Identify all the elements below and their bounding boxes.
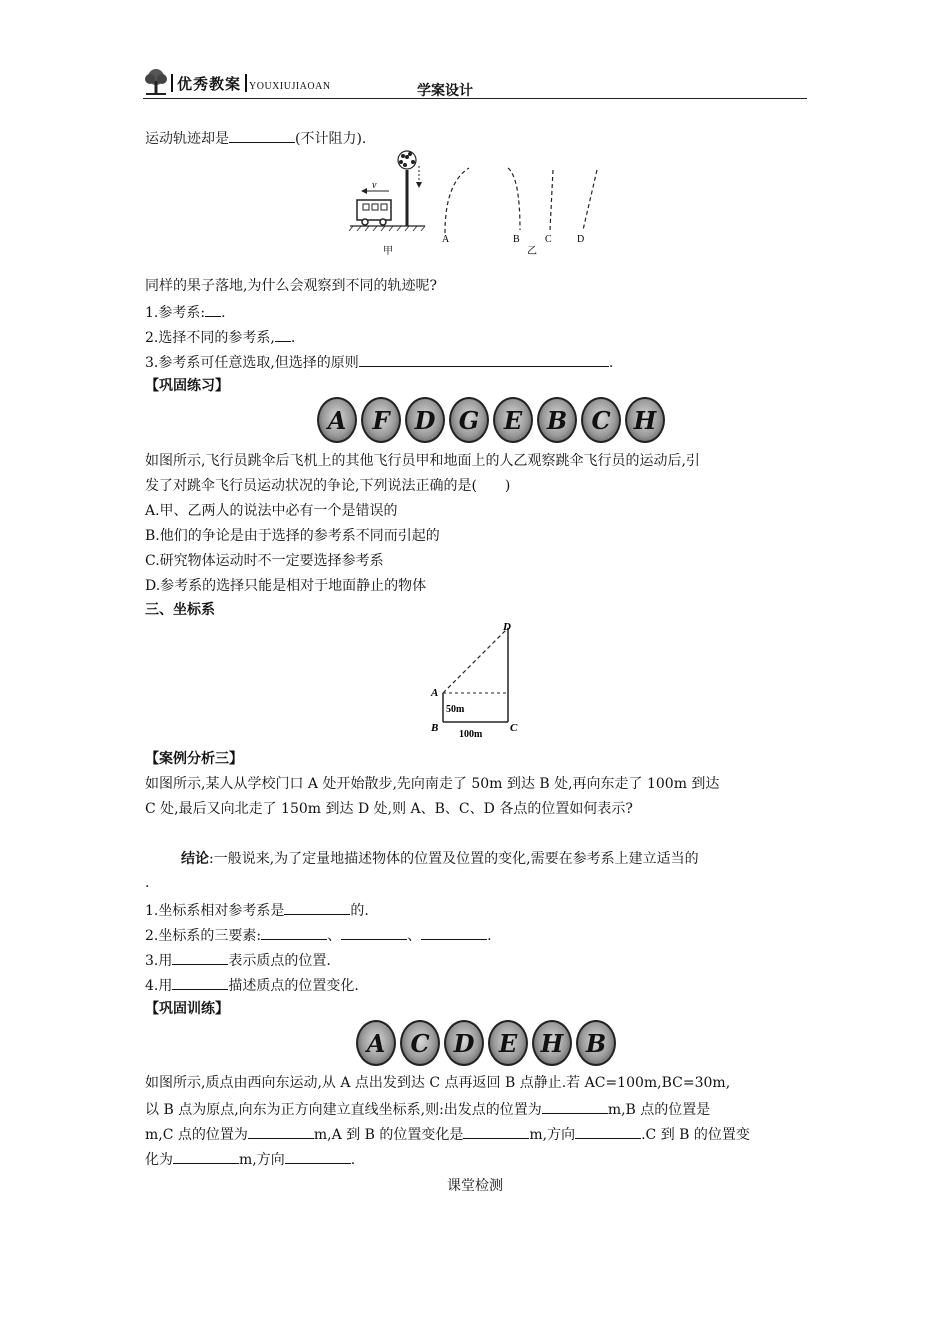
badge-row-1 (317, 397, 665, 443)
length-100m: 100m (459, 729, 483, 740)
text: 描述质点的位置变化. (228, 978, 359, 994)
answer-badge: G (449, 397, 489, 443)
section-heading: 【案例分析三】 (145, 751, 243, 767)
answer-blank (205, 302, 221, 317)
section-heading: 【巩固训练】 (145, 1001, 229, 1017)
ground-hatch (349, 226, 425, 231)
conclusion-label: 结论 (181, 851, 209, 867)
text-line: 如图所示,飞行员跳伞后飞机上的其他飞行员甲和地面上的人乙观察跳伞飞行员的运动后,引 (145, 453, 700, 469)
text: 运动轨迹却是 (145, 131, 229, 147)
point-b-label: B (513, 234, 520, 245)
point-a: A (431, 687, 439, 699)
text-line: 如图所示,质点由西向东运动,从 A 点出发到达 C 点再返回 B 点静止.若 AC=100m,BC=30m, (145, 1075, 731, 1091)
text-line: 如图所示,某人从学校门口 A 处开始散步,先向南走了 50m 到达 B 处,再向东走了 100m 到达 (145, 776, 720, 792)
text-line: 发了对跳伞飞行员运动状况的争论,下列说法正确的是( ) (145, 478, 511, 494)
trajectory-a (445, 168, 469, 233)
answer-blank (172, 975, 228, 990)
text: . (350, 1152, 356, 1168)
answer-blank (261, 925, 327, 940)
section-heading: 三、坐标系 (145, 602, 215, 618)
text: m,B 点的位置是 (607, 1102, 711, 1118)
text: 2.坐标系的三要素: (145, 928, 262, 944)
answer-badge: A (356, 1020, 396, 1066)
text-line (145, 302, 226, 322)
text-line (145, 950, 331, 970)
section-heading: 【巩固练习】 (145, 378, 229, 394)
text-line: . (145, 875, 150, 891)
text: 3.用 (145, 953, 173, 969)
length-50m: 50m (446, 704, 465, 715)
answer-badge: B (576, 1020, 616, 1066)
text-line (145, 327, 295, 347)
logo-subtitle: YOUXIUJIAOAN (249, 81, 331, 92)
text-line (145, 925, 492, 945)
text: m,方向 (239, 1152, 285, 1168)
text: (不计阻力). (295, 131, 367, 147)
answer-blank (542, 1099, 608, 1114)
text: 以 B 点为原点,向东为正方向建立直线坐标系,则:出发点的位置为 (145, 1102, 542, 1118)
answer-blank (173, 1149, 239, 1164)
answer-blank (248, 1124, 314, 1139)
option-c: C.研究物体运动时不一定要选择参考系 (145, 553, 384, 569)
text-line (145, 128, 366, 148)
answer-blank (275, 327, 291, 342)
text: 的. (350, 903, 369, 919)
path-ad-dashed (443, 628, 508, 693)
text: m,A 到 B 的位置变化是 (313, 1127, 464, 1143)
text: 1.坐标系相对参考系是 (145, 903, 285, 919)
cart-illustration (357, 188, 391, 225)
text: .C 到 B 的位置变 (641, 1127, 750, 1143)
text-line (145, 975, 359, 995)
answer-blank (172, 950, 228, 965)
text-line (145, 1099, 710, 1119)
answer-blank (421, 925, 487, 940)
answer-badge: C (581, 397, 621, 443)
logo-divider (245, 74, 247, 92)
text-line (145, 352, 613, 372)
point-d-label: D (577, 234, 585, 245)
answer-badge: F (361, 397, 401, 443)
label-jia: 甲 (383, 246, 393, 257)
logo (143, 68, 331, 96)
text: m,C 点的位置为 (145, 1127, 248, 1143)
trajectory-c (550, 170, 553, 230)
page-header (143, 66, 807, 99)
footer-heading: 课堂检测 (447, 1178, 503, 1194)
label-yi: 乙 (527, 246, 537, 257)
text: 化为 (145, 1152, 173, 1168)
answer-blank (284, 900, 350, 915)
answer-blank (359, 352, 609, 367)
trajectory-figure (345, 148, 615, 260)
velocity-label: v (372, 180, 377, 191)
text-line: C 处,最后又向北走了 150m 到达 D 处,则 A、B、C、D 各点的位置如何表示? (145, 801, 633, 817)
text-line: 同样的果子落地,为什么会观察到不同的轨迹呢? (145, 278, 437, 294)
point-a-label: A (442, 234, 450, 245)
option-d: D.参考系的选择只能是相对于地面静止的物体 (145, 578, 427, 594)
answer-badge: C (400, 1020, 440, 1066)
text: . (290, 330, 296, 346)
answer-badge: E (488, 1020, 528, 1066)
text: . (487, 928, 492, 944)
answer-blank (463, 1124, 529, 1139)
answer-badge: D (405, 397, 445, 443)
text: 4.用 (145, 978, 173, 994)
tree-illustration (398, 151, 422, 226)
answer-badge: A (317, 397, 357, 443)
trajectory-d (583, 170, 597, 230)
answer-badge: H (532, 1020, 572, 1066)
option-a: A.甲、乙两人的说法中必有一个是错误的 (145, 503, 398, 519)
answer-badge: B (537, 397, 577, 443)
walk-path-figure (425, 618, 525, 743)
text: :一般说来,为了定量地描述物体的位置及位置的变化,需要在参考系上建立适当的 (209, 851, 699, 867)
answer-badge: D (444, 1020, 484, 1066)
logo-text: 优秀教案 (177, 75, 242, 93)
text: . (608, 355, 614, 371)
tree-icon (143, 68, 169, 96)
logo-divider (171, 74, 173, 92)
conclusion-line (181, 850, 699, 868)
text: 3.参考系可任意选取,但选择的原则 (145, 355, 359, 371)
answer-blank (285, 1149, 351, 1164)
page-title: 学案设计 (417, 83, 473, 99)
badge-row-2 (356, 1020, 616, 1066)
text: 表示质点的位置. (228, 953, 331, 969)
point-c: C (510, 722, 518, 734)
option-b: B.他们的争论是由于选择的参考系不同而引起的 (145, 528, 440, 544)
answer-badge: H (625, 397, 665, 443)
answer-badge: E (493, 397, 533, 443)
trajectory-b (508, 168, 520, 230)
answer-blank (341, 925, 407, 940)
text-line (145, 1149, 355, 1169)
text: 、 (407, 928, 422, 944)
text-line (145, 1124, 750, 1144)
text-line (145, 900, 369, 920)
point-d: D (503, 621, 511, 633)
answer-blank (229, 128, 295, 143)
point-b: B (431, 722, 439, 734)
point-c-label: C (545, 234, 552, 245)
text: m,方向 (529, 1127, 576, 1143)
text: 、 (327, 928, 342, 944)
text: . (221, 305, 226, 321)
text: 2.选择不同的参考系, (145, 330, 275, 346)
answer-blank (575, 1124, 641, 1139)
text: 1.参考系: (145, 305, 206, 321)
